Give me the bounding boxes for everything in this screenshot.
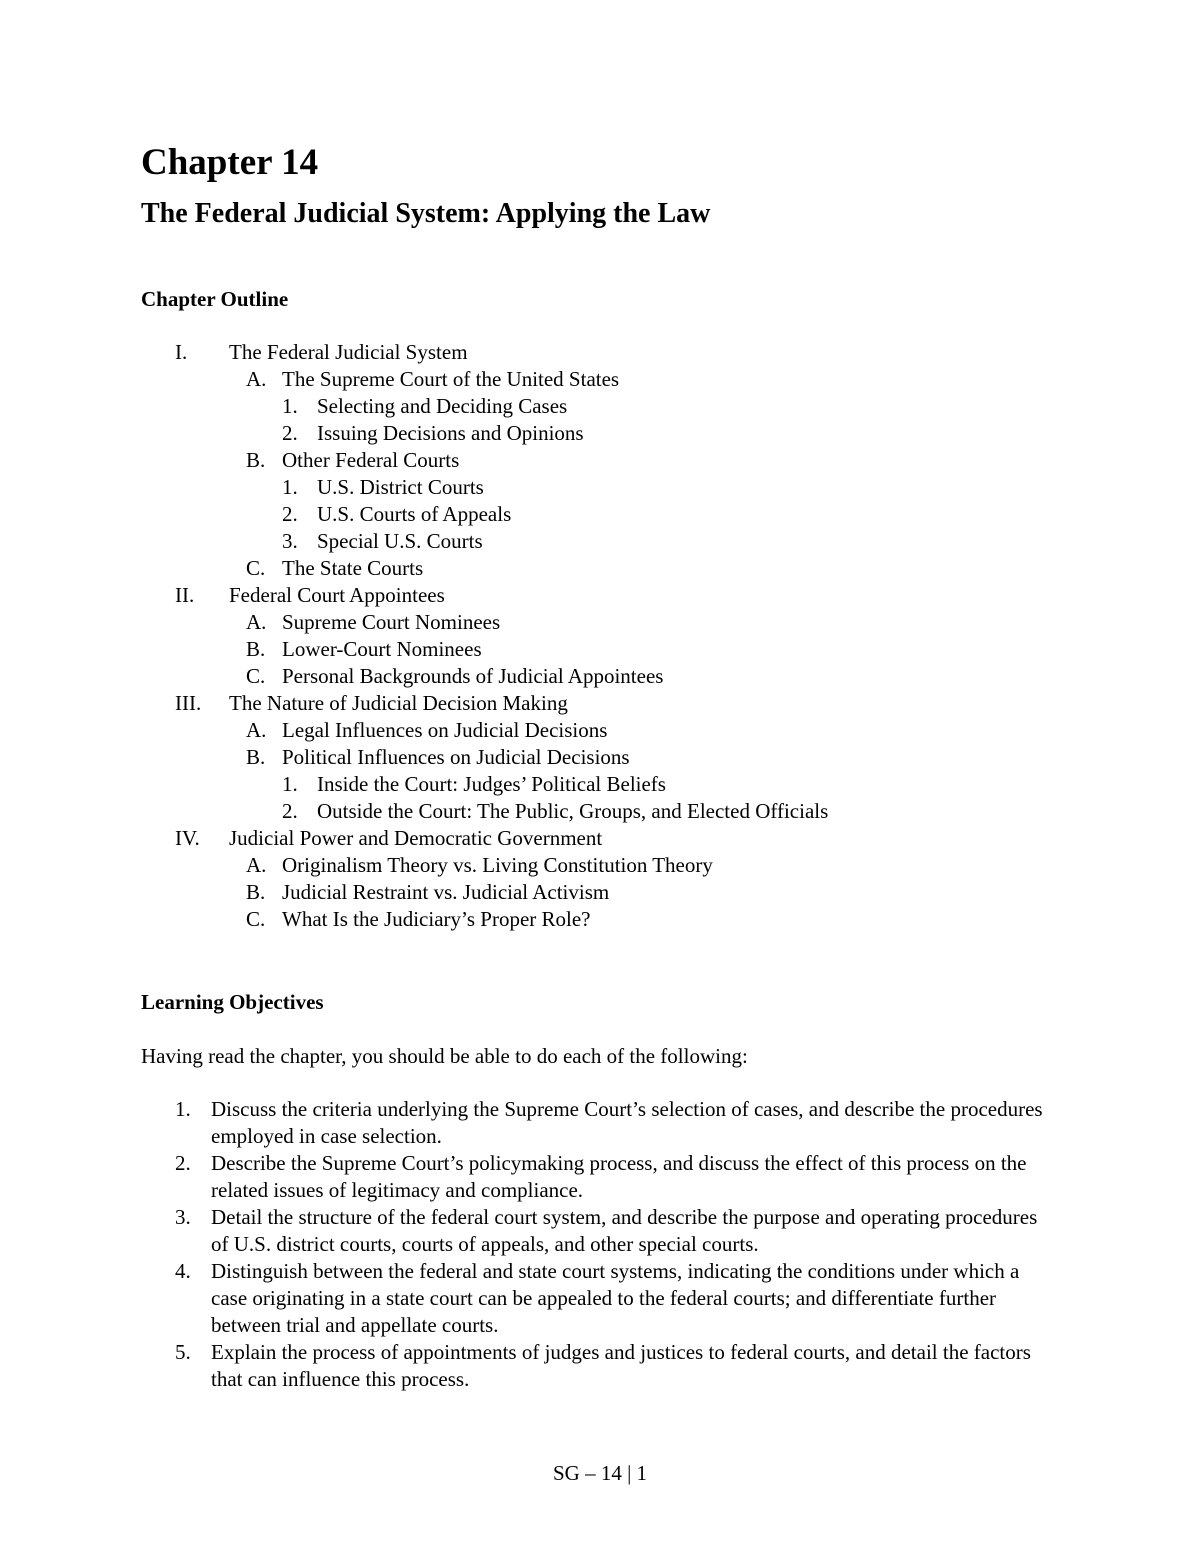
outline-item-marker: 2. <box>282 421 298 445</box>
objective-text: Discuss the criteria underlying the Supreme Court’s selection of cases, and describe the procedures employed in case selection. <box>211 1097 1043 1148</box>
outline-item <box>0 420 1200 447</box>
chapter-title: The Federal Judicial System: Applying the Law <box>141 198 711 229</box>
objective-item <box>0 1096 1200 1150</box>
outline-item-text: The Nature of Judicial Decision Making <box>229 691 568 715</box>
outline-item <box>0 393 1200 420</box>
outline-item-text: The Supreme Court of the United States <box>282 367 620 391</box>
outline-item <box>0 744 1200 771</box>
outline-item-marker: C. <box>246 664 266 688</box>
objective-text: Explain the process of appointments of judges and justices to federal courts, and detail the factors that can influence this process. <box>211 1340 1031 1391</box>
outline-item-marker: 2. <box>282 799 298 823</box>
outline-item-text: Lower-Court Nominees <box>282 637 482 661</box>
outline-item-text: The Federal Judicial System <box>229 340 468 364</box>
outline-item-marker: III. <box>175 691 202 715</box>
outline-item-marker: B. <box>246 880 266 904</box>
objectives-intro: Having read the chapter, you should be able to do each of the following: <box>141 1044 748 1068</box>
objective-item <box>0 1258 1200 1339</box>
outline-item <box>0 582 1200 609</box>
outline-item-marker: 2. <box>282 502 298 526</box>
outline-item <box>0 474 1200 501</box>
objective-item <box>0 1204 1200 1258</box>
outline-item-text: Issuing Decisions and Opinions <box>317 421 584 445</box>
objective-text: Detail the structure of the federal court system, and describe the purpose and operating procedures of U.S. district courts, courts of appeals, and other special courts. <box>211 1205 1038 1256</box>
objective-number: 3. <box>175 1205 191 1229</box>
outline-item-text: Selecting and Deciding Cases <box>317 394 568 418</box>
outline-item-text: Federal Court Appointees <box>229 583 445 607</box>
outline-item-text: Inside the Court: Judges’ Political Beliefs <box>317 772 666 796</box>
outline-item-text: Political Influences on Judicial Decisions <box>282 745 630 769</box>
outline-item-text: U.S. District Courts <box>317 475 484 499</box>
outline-item-marker: B. <box>246 745 266 769</box>
outline-item <box>0 798 1200 825</box>
outline-item <box>0 528 1200 555</box>
objective-text: Distinguish between the federal and state court systems, indicating the conditions under which a case originating in a state court can be appealed to the federal courts; and differentiate further between trial and appellate courts. <box>211 1259 1020 1337</box>
outline-item-text: Special U.S. Courts <box>317 529 483 553</box>
outline-item-marker: C. <box>246 907 266 931</box>
outline-item <box>0 717 1200 744</box>
outline-item <box>0 339 1200 366</box>
page-footer: SG – 14 | 1 <box>552 1461 648 1485</box>
outline-item-text: Other Federal Courts <box>282 448 460 472</box>
outline-item <box>0 366 1200 393</box>
outline-item-marker: B. <box>246 448 266 472</box>
objective-number: 2. <box>175 1151 191 1175</box>
outline-item <box>0 825 1200 852</box>
outline-item-marker: A. <box>246 718 267 742</box>
outline-item <box>0 636 1200 663</box>
outline-item-text: Legal Influences on Judicial Decisions <box>282 718 608 742</box>
outline-item-marker: A. <box>246 853 267 877</box>
outline-heading: Chapter Outline <box>141 287 289 311</box>
objective-number: 1. <box>175 1097 191 1121</box>
outline-item-text: Personal Backgrounds of Judicial Appointees <box>282 664 664 688</box>
objective-number: 5. <box>175 1340 191 1364</box>
chapter-outline <box>0 339 1200 933</box>
outline-item-marker: A. <box>246 610 267 634</box>
outline-item-marker: 1. <box>282 772 298 796</box>
outline-item-text: Judicial Restraint vs. Judicial Activism <box>282 880 610 904</box>
outline-item-marker: 3. <box>282 529 298 553</box>
outline-item-text: The State Courts <box>282 556 424 580</box>
outline-item-marker: C. <box>246 556 266 580</box>
outline-item-marker: 1. <box>282 394 298 418</box>
chapter-number: Chapter 14 <box>141 142 319 183</box>
objective-text: Describe the Supreme Court’s policymaking process, and discuss the effect of this process on the related issues of legitimacy and compliance. <box>211 1151 1027 1202</box>
outline-item <box>0 690 1200 717</box>
outline-item-text: What Is the Judiciary’s Proper Role? <box>282 907 591 931</box>
outline-item-text: Supreme Court Nominees <box>282 610 501 634</box>
outline-item-text: Originalism Theory vs. Living Constitution Theory <box>282 853 713 877</box>
outline-item-marker: 1. <box>282 475 298 499</box>
outline-item-marker: II. <box>175 583 195 607</box>
outline-item-marker: IV. <box>175 826 200 850</box>
objective-item <box>0 1150 1200 1204</box>
outline-item-marker: I. <box>175 340 188 364</box>
outline-item <box>0 852 1200 879</box>
outline-item-marker: A. <box>246 367 267 391</box>
outline-item-text: Outside the Court: The Public, Groups, and Elected Officials <box>317 799 829 823</box>
outline-item <box>0 501 1200 528</box>
outline-item <box>0 555 1200 582</box>
objective-number: 4. <box>175 1259 191 1283</box>
outline-item <box>0 447 1200 474</box>
outline-item <box>0 879 1200 906</box>
outline-item-text: Judicial Power and Democratic Government <box>229 826 603 850</box>
outline-item <box>0 609 1200 636</box>
outline-item <box>0 771 1200 798</box>
outline-item-text: U.S. Courts of Appeals <box>317 502 512 526</box>
objectives-heading: Learning Objectives <box>141 990 324 1014</box>
outline-item-marker: B. <box>246 637 266 661</box>
learning-objectives <box>0 1096 1200 1393</box>
outline-item <box>0 663 1200 690</box>
outline-item <box>0 906 1200 933</box>
objective-item <box>0 1339 1200 1393</box>
